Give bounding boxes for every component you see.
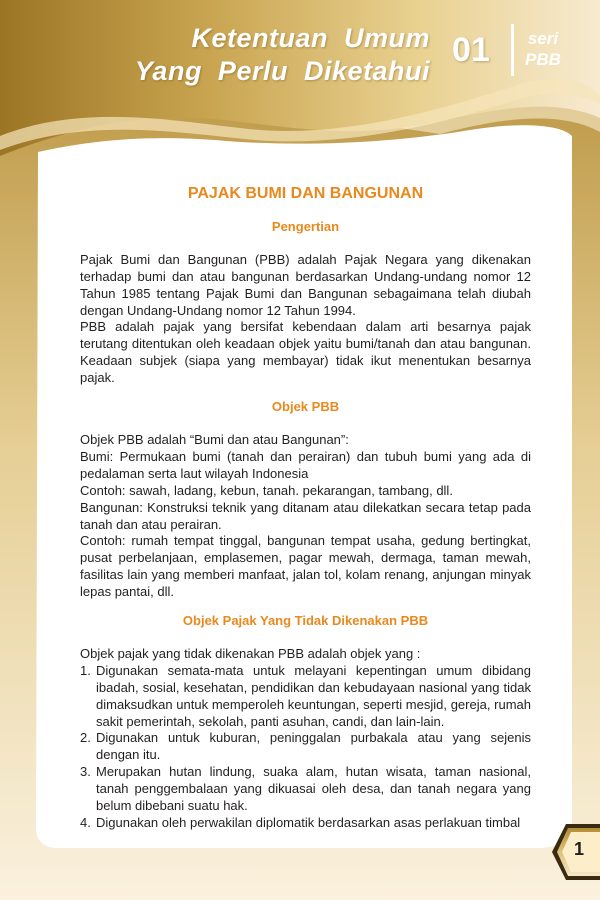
exemption-list (80, 663, 531, 832)
list-item (80, 815, 531, 832)
list-item-number: 4. (80, 815, 91, 830)
paragraph: Pajak Bumi dan Bangunan (PBB) adalah Pajak Negara yang dikenakan terhadap bumi dan atau bangunan berdasarkan Undang-undang nomor 12 Tahun 1985 tentang Pajak Bumi dan Bangunan sebagaimana telah diubah dengan Undang-Undang nomor 12 Tahun 1994. (80, 251, 531, 318)
page-number: 1 (573, 839, 584, 859)
document-body (80, 186, 531, 832)
series-label (525, 28, 561, 70)
paragraph: Contoh: sawah, ladang, kebun, tanah. pekarangan, tambang, dll. (80, 482, 453, 498)
list-item-text: Digunakan semata-mata untuk melayani kepentingan umum dibidang ibadah, sosial, kesehatan, pendidikan dan kebudayaan nasional yang tidak dimaksudkan untuk memperoleh keuntungan, seperti mesjid, gereja, rumah sakit pemerintah, sekolah, panti asuhan, candi, dan lain-lain. (96, 662, 531, 729)
series-label-pbb: PBB (525, 50, 561, 69)
list-item-text: Digunakan untuk kuburan, peninggalan purbakala atau yang sejenis dengan itu. (96, 730, 531, 763)
paragraph: Objek pajak yang tidak dikenakan PBB adalah objek yang : (80, 645, 421, 661)
section-heading-objek-tidak-dikenakan: Objek Pajak Yang Tidak Dikenakan PBB (182, 613, 429, 629)
paragraph: Bumi: Permukaan bumi (tanah dan perairan) dan tubuh bumi yang ada di pedalaman serta laut wilayah Indonesia (80, 448, 531, 481)
list-item (80, 730, 531, 764)
list-item-number: 3. (80, 764, 91, 780)
paragraph: PBB adalah pajak yang bersifat kebendaan dalam arti besarnya pajak terutang ditentukan oleh keadaan objek yaitu bumi/tanah dan atau bangunan. Keadaan subjek (siapa yang membayar) tidak ikut menentukan besarnya pajak. (80, 319, 531, 386)
header-title (135, 22, 430, 88)
list-item-number: 1. (80, 662, 91, 678)
series-number: 01 (452, 31, 490, 69)
paragraph: Contoh: rumah tempat tinggal, bangunan tempat usaha, gedung bertingkat, pusat perbelanjaan, emplasemen, pagar mewah, dermaga, taman mewah, fasilitas lain yang memberi manfaat, jalan tol, kolam renang, anjungan minyak lepas pantai, dll. (80, 533, 531, 600)
paragraph: Bangunan: Konstruksi teknik yang ditanam atau dilekatkan secara tetap pada tanah dan atau perairan. (80, 499, 531, 532)
list-item (80, 663, 531, 731)
section-heading-pengertian: Pengertian (271, 218, 340, 234)
header-title-line1: Ketentuan Umum (191, 23, 430, 53)
series-label-seri: seri (527, 29, 559, 48)
list-item-text: Digunakan oleh perwakilan diplomatik berdasarkan asas perlakuan timbal (96, 815, 521, 830)
document-title: PAJAK BUMI DAN BANGUNAN (187, 185, 424, 202)
paragraph: Objek PBB adalah “Bumi dan atau Bangunan”: (80, 431, 349, 447)
list-item-number: 2. (80, 730, 91, 746)
list-item-text: Merupakan hutan lindung, suaka alam, hutan wisata, taman nasional, tanah penggembalaan yang dikuasai oleh desa, dan tanah negara yang belum dibebani suatu hak. (96, 764, 531, 814)
list-item (80, 764, 531, 815)
header-title-line2: Yang Perlu Diketahui (134, 56, 430, 86)
section-heading-objek-pbb: Objek PBB (271, 399, 340, 415)
header-divider (511, 24, 514, 76)
